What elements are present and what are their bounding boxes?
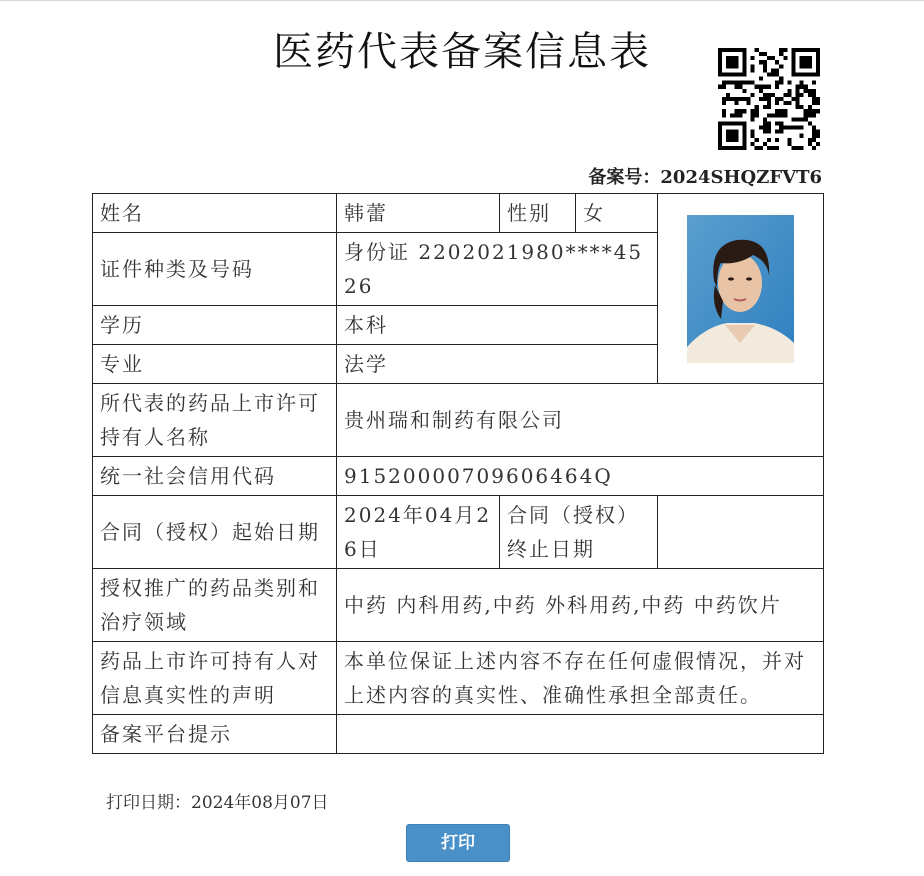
credit-code-value: 91520000709606464Q (337, 457, 824, 496)
gender-label: 性别 (500, 194, 576, 233)
table-row (93, 569, 824, 642)
contract-start-label: 合同（授权）起始日期 (93, 496, 337, 569)
platform-tip-label: 备案平台提示 (93, 715, 337, 754)
drug-scope-value: 中药 内科用药,中药 外科用药,中药 中药饮片 (337, 569, 824, 642)
education-label: 学历 (93, 306, 337, 345)
education-value: 本科 (337, 306, 658, 345)
top-divider (0, 0, 924, 1)
contract-end-label: 合同（授权）终止日期 (500, 496, 658, 569)
credit-code-label: 统一社会信用代码 (93, 457, 337, 496)
contract-start-value: 2024年04月26日 (337, 496, 500, 569)
table-row (93, 457, 824, 496)
declaration-value: 本单位保证上述内容不存在任何虚假情况，并对上述内容的真实性、准确性承担全部责任。 (337, 642, 824, 715)
table-row (93, 496, 824, 569)
print-date: 打印日期：2024年08月07日 (106, 793, 329, 813)
filing-number-label: 备案号： (588, 167, 661, 188)
contract-end-value (658, 496, 824, 569)
portrait-photo (687, 215, 794, 363)
info-table (92, 193, 824, 754)
qr-code-icon (718, 48, 820, 150)
holder-label: 所代表的药品上市许可持有人名称 (93, 384, 337, 457)
name-label: 姓名 (93, 194, 337, 233)
print-button[interactable]: 打印 (406, 824, 510, 862)
name-value: 韩蕾 (337, 194, 500, 233)
id-label: 证件种类及号码 (93, 233, 337, 306)
table-row (93, 642, 824, 715)
photo-cell (658, 194, 824, 384)
major-label: 专业 (93, 345, 337, 384)
filing-number (588, 163, 822, 189)
table-row (93, 715, 824, 754)
gender-value: 女 (576, 194, 658, 233)
page-title: 医药代表备案信息表 (273, 29, 651, 75)
id-value: 身份证 2202021980****4526 (337, 233, 658, 306)
drug-scope-label: 授权推广的药品类别和治疗领域 (93, 569, 337, 642)
table-row (93, 384, 824, 457)
table-row (93, 194, 824, 233)
major-value: 法学 (337, 345, 658, 384)
filing-number-value: 2024SHQZFVT6 (660, 167, 822, 188)
holder-value: 贵州瑞和制药有限公司 (337, 384, 824, 457)
platform-tip-value (337, 715, 824, 754)
declaration-label: 药品上市许可持有人对信息真实性的声明 (93, 642, 337, 715)
